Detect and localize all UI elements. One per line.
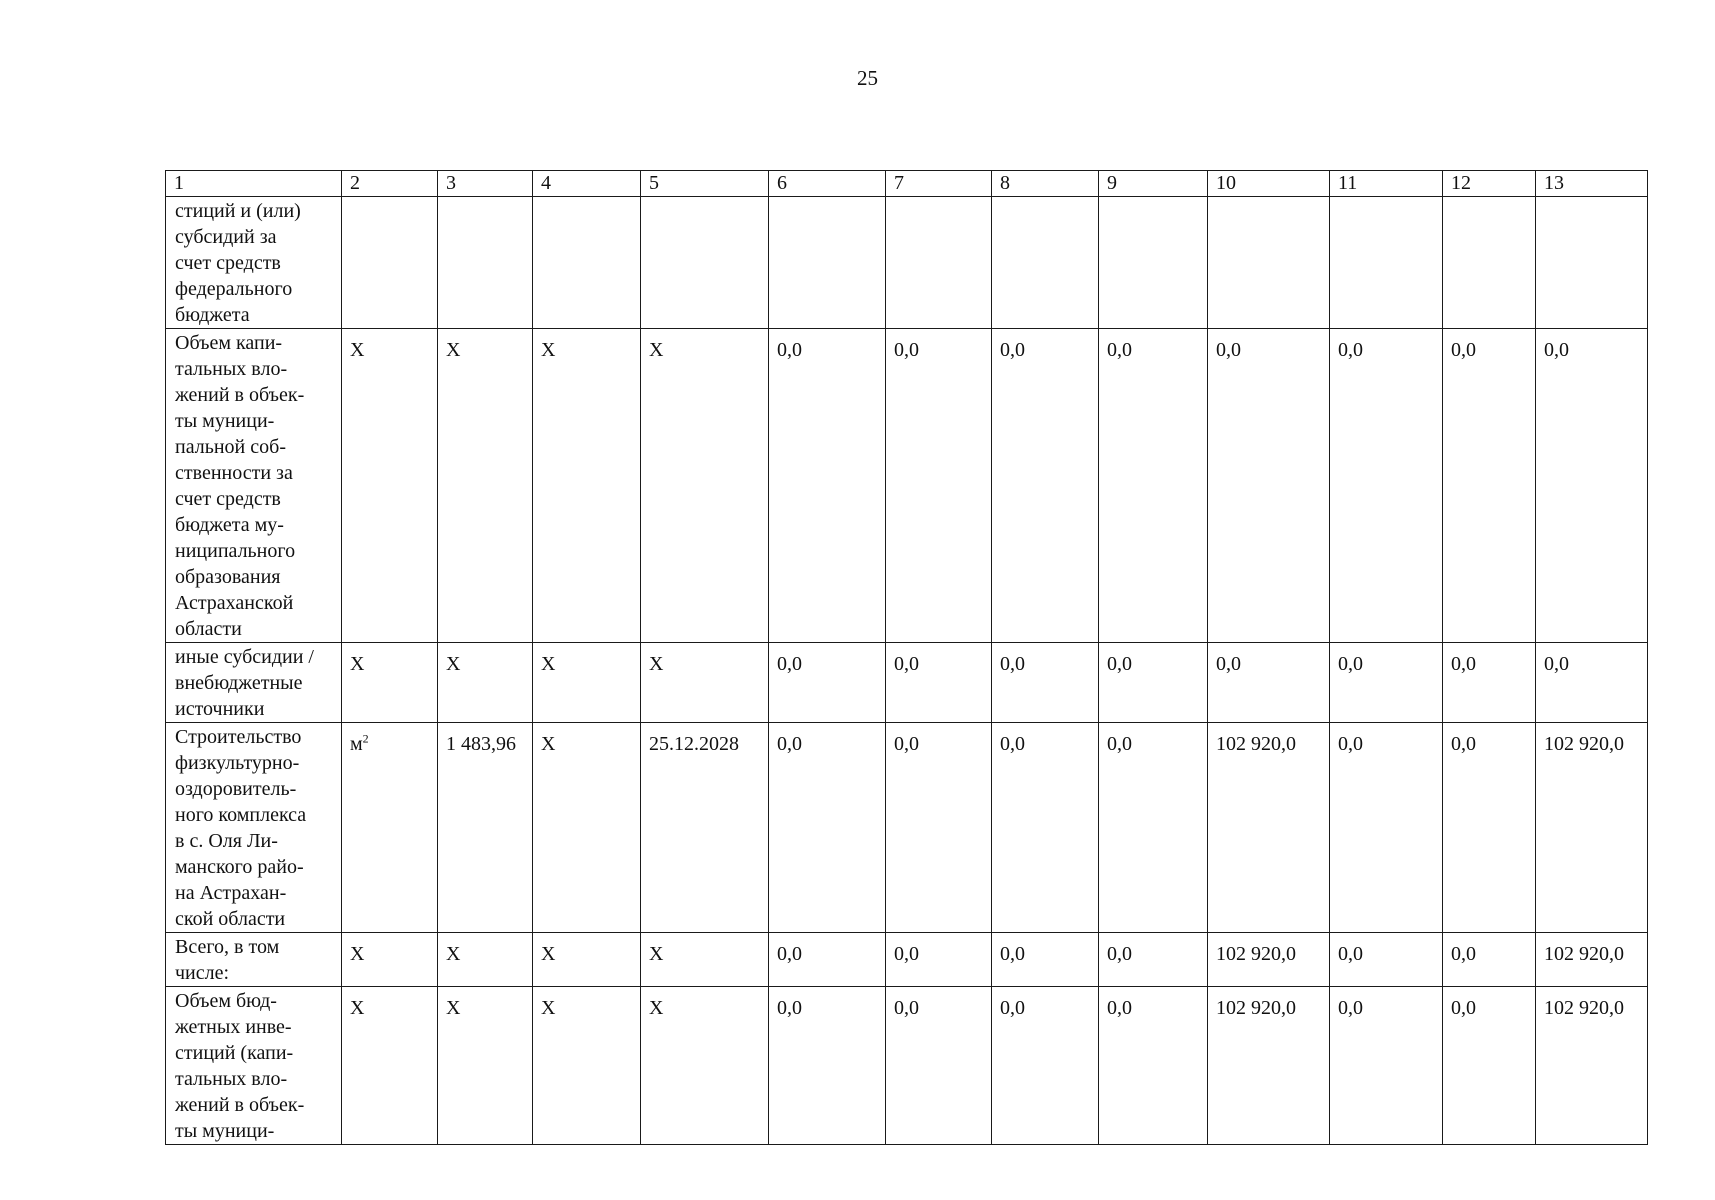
column-number: 6 <box>769 171 886 197</box>
table-row <box>166 197 1648 329</box>
table-row <box>166 643 1648 723</box>
table-cell: 0,0 <box>1443 987 1536 1145</box>
table-cell: 0,0 <box>1330 933 1443 987</box>
table-cell: Х <box>533 987 641 1145</box>
table-cell: 0,0 <box>1443 933 1536 987</box>
table-cell: 102 920,0 <box>1208 987 1330 1145</box>
table-cell: 1 483,96 <box>438 723 533 933</box>
table-cell: 0,0 <box>886 723 992 933</box>
table-cell <box>342 197 438 329</box>
column-number: 13 <box>1536 171 1648 197</box>
table-cell: 0,0 <box>1099 987 1208 1145</box>
table-cell: Х <box>533 723 641 933</box>
table-cell: Х <box>342 933 438 987</box>
table-cell: Х <box>641 987 769 1145</box>
column-number: 10 <box>1208 171 1330 197</box>
row-label: Строительство физкультурно- оздоровитель- ного комплекса в с. Оля Ли- манского райо- на Астрахан- ской области <box>166 723 342 933</box>
table-cell: 0,0 <box>992 723 1099 933</box>
table-cell: 0,0 <box>769 987 886 1145</box>
table-row <box>166 723 1648 933</box>
column-number: 2 <box>342 171 438 197</box>
table-cell: Х <box>438 329 533 643</box>
table-cell <box>641 197 769 329</box>
table-cell: Х <box>641 329 769 643</box>
table-cell: 0,0 <box>769 329 886 643</box>
column-number: 11 <box>1330 171 1443 197</box>
table-cell: 0,0 <box>1330 643 1443 723</box>
table-row <box>166 329 1648 643</box>
table-row <box>166 933 1648 987</box>
table-cell: 102 920,0 <box>1536 933 1648 987</box>
table-cell <box>886 197 992 329</box>
table-cell: Х <box>533 933 641 987</box>
table-cell: 102 920,0 <box>1208 723 1330 933</box>
table-cell: Х <box>438 643 533 723</box>
row-label: иные субсидии / внебюджетные источники <box>166 643 342 723</box>
unit-text: м <box>350 733 363 755</box>
table-cell: 102 920,0 <box>1536 987 1648 1145</box>
table-cell: 0,0 <box>1099 329 1208 643</box>
table-cell: Х <box>342 987 438 1145</box>
table-cell: 0,0 <box>1443 329 1536 643</box>
table-cell: 0,0 <box>1099 723 1208 933</box>
table-row <box>166 987 1648 1145</box>
table-cell: 0,0 <box>1208 643 1330 723</box>
column-number: 9 <box>1099 171 1208 197</box>
table-cell: 0,0 <box>1443 723 1536 933</box>
table-cell: 0,0 <box>769 643 886 723</box>
column-number-row <box>166 171 1648 197</box>
table-cell: Х <box>342 643 438 723</box>
table-cell: 0,0 <box>769 723 886 933</box>
table-cell: 0,0 <box>1099 643 1208 723</box>
table-cell <box>992 197 1099 329</box>
table-cell <box>438 197 533 329</box>
table-cell: 0,0 <box>1443 643 1536 723</box>
table-cell: 0,0 <box>1536 643 1648 723</box>
column-number: 8 <box>992 171 1099 197</box>
unit-superscript: 2 <box>362 731 369 746</box>
table-cell <box>533 197 641 329</box>
table-cell: 0,0 <box>769 933 886 987</box>
row-label: стиций и (или) субсидий за счет средств федерального бюджета <box>166 197 342 329</box>
table-cell: Х <box>641 643 769 723</box>
table-cell <box>769 197 886 329</box>
table-cell: 0,0 <box>992 329 1099 643</box>
table-cell: Х <box>342 329 438 643</box>
table-cell: 0,0 <box>1099 933 1208 987</box>
table-cell: 0,0 <box>886 987 992 1145</box>
table-cell: 0,0 <box>1330 329 1443 643</box>
row-label: Всего, в том числе: <box>166 933 342 987</box>
table-cell: 0,0 <box>992 643 1099 723</box>
column-number: 3 <box>438 171 533 197</box>
table-cell: 0,0 <box>1208 329 1330 643</box>
table-cell <box>1536 197 1648 329</box>
table-cell <box>1330 197 1443 329</box>
table-cell: 0,0 <box>886 643 992 723</box>
row-label: Объем бюд- жетных инве- стиций (капи- тальных вло- жений в объек- ты муници- <box>166 987 342 1145</box>
table-cell: 0,0 <box>1330 987 1443 1145</box>
table-cell: Х <box>438 933 533 987</box>
row-label: Объем капи- тальных вло- жений в объек- ты муници- пальной соб- ственности за счет средств бюджета му- ниципального образования Астраханской области <box>166 329 342 643</box>
table-cell: 0,0 <box>886 933 992 987</box>
table-cell: 0,0 <box>992 933 1099 987</box>
table-cell: 102 920,0 <box>1208 933 1330 987</box>
table-cell <box>1099 197 1208 329</box>
table-cell: Х <box>533 329 641 643</box>
column-number: 12 <box>1443 171 1536 197</box>
table-cell <box>1443 197 1536 329</box>
table-cell: 0,0 <box>1536 329 1648 643</box>
column-number: 5 <box>641 171 769 197</box>
page-number: 25 <box>857 66 878 90</box>
table-cell: 25.12.2028 <box>641 723 769 933</box>
unit-cell <box>342 723 438 933</box>
budget-table <box>165 170 1648 1145</box>
column-number: 1 <box>166 171 342 197</box>
column-number: 4 <box>533 171 641 197</box>
table-cell: 0,0 <box>1330 723 1443 933</box>
table-cell: 0,0 <box>992 987 1099 1145</box>
table-cell: 102 920,0 <box>1536 723 1648 933</box>
table-cell <box>1208 197 1330 329</box>
table-cell: 0,0 <box>886 329 992 643</box>
table-cell: Х <box>641 933 769 987</box>
column-number: 7 <box>886 171 992 197</box>
table-cell: Х <box>438 987 533 1145</box>
table-cell: Х <box>533 643 641 723</box>
